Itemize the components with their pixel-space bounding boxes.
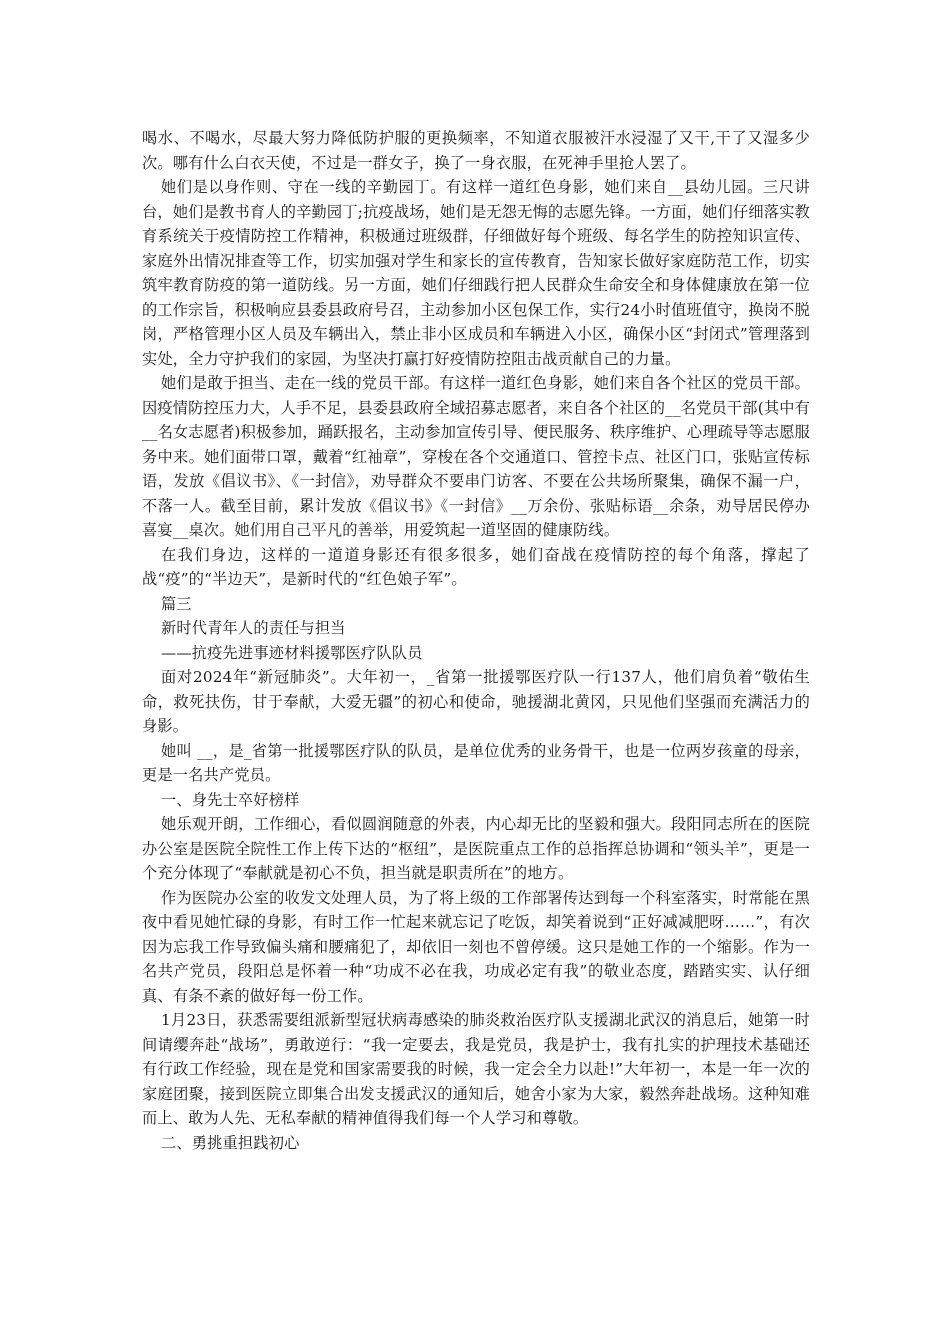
paragraph-summary: 在我们身边，这样的一道道身影还有很多很多，她们奋战在疫情防控的每个角落，撑起了战“疫”的“半边天”，是新时代的“红色娘子军”。 xyxy=(142,545,810,588)
article-title: 新时代青年人的责任与担当 xyxy=(161,619,346,637)
article-subtitle: ——抗疫先进事迹材料援鄂医疗队队员 xyxy=(161,643,423,662)
paragraph-party-cadres: 她们是敢于担当、走在一线的党员干部。有这样一道红色身影，她们来自各个社区的党员干部。因疫情防控压力大，人手不足，县委县政府全域招募志愿者，来自各个社区的__名党员干部(其中有__名女志愿者)积极参加，踊跃报名，主动参加宣传引导、便民服务、秩序维护、心理疏导等志愿服务中来。她们面带口罩，戴着“红袖章”，穿梭在各个交通道口、管控卡点、社区门口，张贴宣传标语，发放《倡议书》、《一封信》，劝导群众不要串门访客、不要在公共场所聚集，确保不漏一户，不落一人。截至目前，累计发放《倡议书》《一封信》__万余份、张贴标语__余条，劝导居民停办喜宴__桌次。她们用自己平凡的善举，用爱筑起一道坚固的健康防线。 xyxy=(142,374,810,539)
subheading-heavy-duty: 二、勇挑重担践初心 xyxy=(161,1133,300,1152)
paragraph-character: 她乐观开朗，工作细心，看似圆润随意的外表，内心却无比的坚毅和强大。段阳同志所在的医院办公室是医院全院性工作上传下达的“枢纽”，是医院重点工作的总指挥总协调和“领头羊”，更是一个充分体现了“奉献就是初心不负，担当就是职责所在”的地方。 xyxy=(142,815,810,882)
paragraph-volunteer: 1月23日，获悉需要组派新型冠状病毒感染的肺炎救治医疗队支援湖北武汉的消息后，她第一时间请缨奔赴“战场”，勇敢逆行：“我一定要去，我是党员，我是护士，我有扎实的护理技术基础还有行政工作经验，现在是党和国家需要我的时候，我一定会全力以赴!”大年初一，本是一年一次的家庭团聚，接到医院立即集合出发支援武汉的通知后，她舍小家为大家，毅然奔赴战场。这种知难而上、敢为人先、无私奉献的精神值得我们每一个人学习和尊敬。 xyxy=(142,1011,810,1127)
paragraph-continued: 喝水、不喝水，尽最大努力降低防护服的更换频率，不知道衣服被汗水浸湿了又干,干了又湿多少次。哪有什么白衣天使，不过是一群女子，换了一身衣服，在死神手里抢人罢了。 xyxy=(142,129,810,172)
paragraph-profile: 她叫 __，是_省第一批援鄂医疗队的队员，是单位优秀的业务骨干，也是一位两岁孩童的母亲，更是一名共产党员。 xyxy=(142,741,810,784)
document-page xyxy=(142,126,810,1155)
paragraph-intro: 面对2024年“新冠肺炎”。大年初一，_省第一批援鄂医疗队一行137人，他们肩负着“敬佑生命，救死扶伤，甘于奉献，大爱无疆”的初心和使命，驰援湖北黄冈，只见他们坚强而充满活力的身影。 xyxy=(142,668,810,735)
section-label: 篇三 xyxy=(161,594,192,613)
paragraph-office-work: 作为医院办公室的收发文处理人员，为了将上级的工作部署传达到每一个科室落实，时常能在黑夜中看见她忙碌的身影，有时工作一忙起来就忘记了吃饭，却笑着说到“正好减减肥呀……”，有次因为忘我工作导致偏头痛和腰痛犯了，却依旧一刻也不曾停缓。这只是她工作的一个缩影。作为一名共产党员，段阳总是怀着一种“功成不必在我，功成必定有我”的敬业态度，踏踏实实、认仔细真、有条不紊的做好每一份工作。 xyxy=(142,888,810,1005)
subheading-role-model: 一、身先士卒好榜样 xyxy=(161,790,300,809)
paragraph-kindergarten-teachers: 她们是以身作则、守在一线的辛勤园丁。有这样一道红色身影，她们来自__县幼儿园。三尺讲台，她们是教书育人的辛勤园丁;抗疫战场，她们是无怨无悔的志愿先锋。一方面，她们仔细落实教育系统关于疫情防控工作精神，积极通过班级群，仔细做好每个班级、每名学生的防控知识宣传、家庭外出情况排查等工作，切实加强对学生和家长的宣传教育，告知家长做好家庭防范工作，切实筑牢教育防疫的第一道防线。另一方面，她们仔细践行把人民群众生命安全和身体健康放在第一位的工作宗旨，积极响应县委县政府号召，主动参加小区包保工作，实行24小时值班值守，换岗不脱岗，严格管理小区人员及车辆出入，禁止非小区成员和车辆进入小区，确保小区“封闭式”管理落到实处，全力守护我们的家园，为坚决打赢打好疫情防控阻击战贡献自己的力量。 xyxy=(142,178,810,368)
